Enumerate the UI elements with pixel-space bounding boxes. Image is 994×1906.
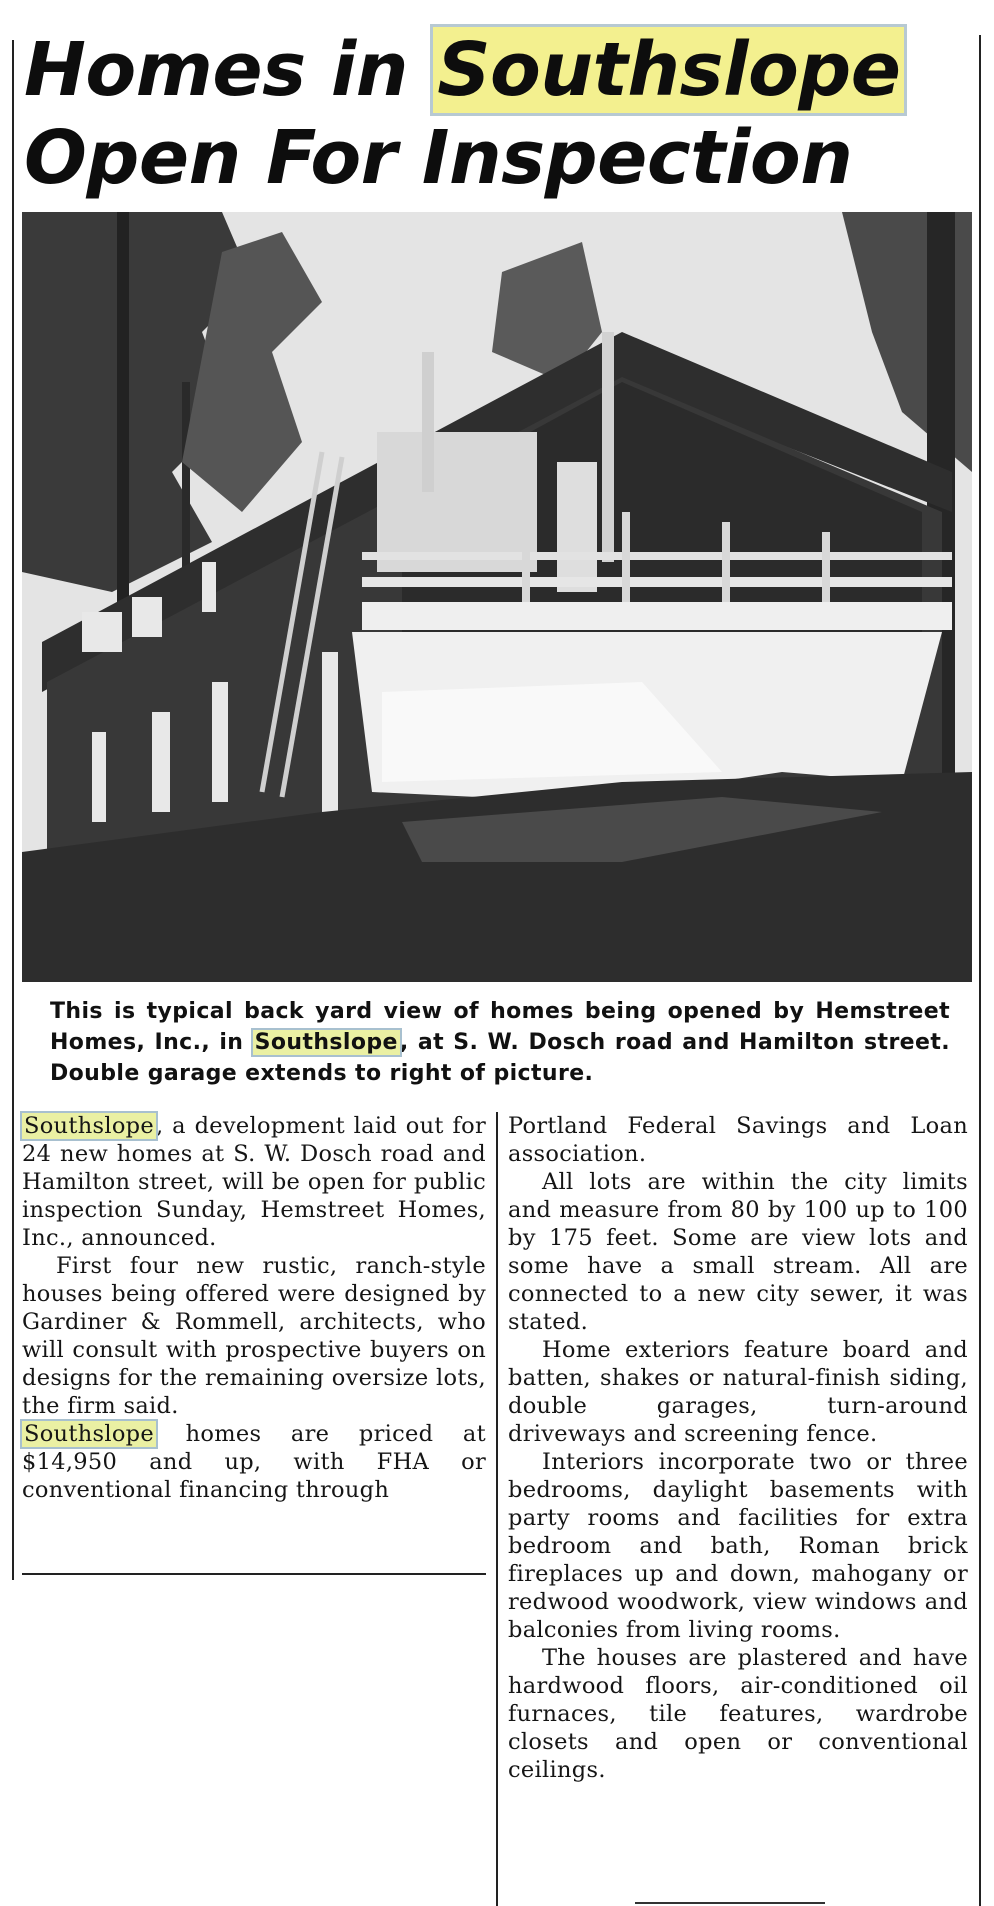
column1-search-highlight-2[interactable]: Southslope xyxy=(24,1421,154,1447)
column-divider xyxy=(496,1112,498,1906)
article-column-1 xyxy=(22,1112,486,1504)
column1-search-highlight-1[interactable]: Southslope xyxy=(24,1113,154,1139)
photo-caption xyxy=(50,996,950,1089)
paragraph-plaster: The houses are plastered and have hardwood floors, air-conditioned oil furnaces, tile features, wardrobe closets and open or conventional ceilings. xyxy=(508,1645,968,1783)
right-border-rule xyxy=(979,35,981,1906)
house-photo xyxy=(22,212,972,982)
house-photo-icon xyxy=(22,212,972,982)
article-column-2 xyxy=(508,1112,968,1784)
paragraph-continued: Portland Federal Savings and Loan association. xyxy=(508,1113,968,1167)
caption-text-start: This is typical back yard view of homes being opened by Hemstreet Homes, Inc., in xyxy=(50,999,950,1055)
paragraph-interiors: Interiors incorporate two or three bedrooms, daylight basements with party rooms and facilities for extra bedroom and bath, Roman brick fireplaces up and down, mahogany or redwood woodwork, view windows and balconies from living rooms. xyxy=(508,1449,968,1643)
paragraph-3 xyxy=(22,1420,486,1504)
paragraph-lots: All lots are within the city limits and measure from 80 by 100 up to 100 by 175 feet. Some are view lots and some have a small stream. All are connected to a new city sewer, it was stated. xyxy=(508,1169,968,1335)
paragraph-1 xyxy=(22,1112,486,1252)
headline-search-highlight[interactable]: Southslope xyxy=(433,27,904,113)
headline-text-start: Homes in xyxy=(24,27,434,113)
left-border-rule xyxy=(12,40,14,1580)
caption-text-end: , at S. W. Dosch road and Hamilton street. Double garage extends to right of picture. xyxy=(50,1030,951,1086)
paragraph-2: First four new rustic, ranch-style houses being offered were designed by Gardiner & Rommell, architects, who will consult with prospective buyers on designs for the remaining oversize lots, the firm said. xyxy=(22,1253,486,1419)
caption-search-highlight[interactable]: Southslope xyxy=(254,1030,398,1055)
column-1-end-rule xyxy=(22,1573,486,1575)
paragraph-exteriors: Home exteriors feature board and batten, shakes or natural-finish siding, double garages, turn-around driveways and screening fence. xyxy=(508,1337,968,1447)
headline-text-end: Open For Inspection xyxy=(24,115,853,201)
paragraph-3-text: homes are priced at $14,950 and up, with FHA or conventional financing through xyxy=(22,1421,486,1503)
paragraph-1-text: , a development laid out for 24 new homes at S. W. Dosch road and Hamilton street, will be open for public inspection Sunday, Hemstreet Homes, Inc., announced. xyxy=(22,1113,486,1251)
column-2-end-rule xyxy=(635,1902,825,1904)
